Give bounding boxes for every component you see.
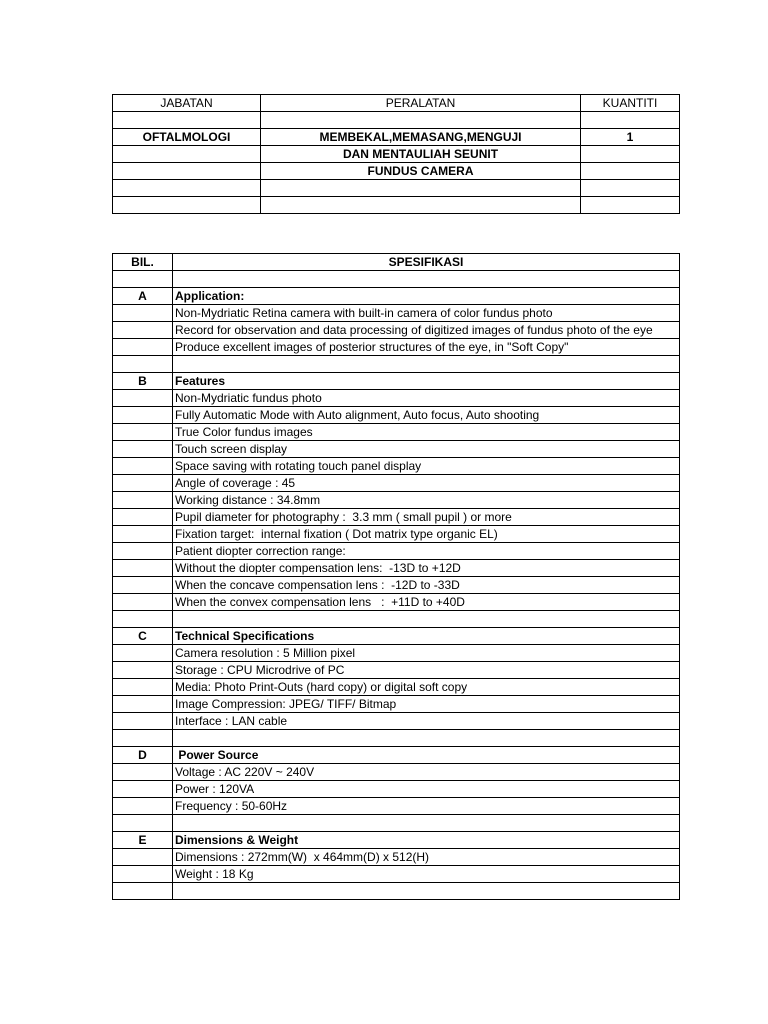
spec-cell: Touch screen display (173, 441, 680, 458)
spec-cell: Media: Photo Print-Outs (hard copy) or digital soft copy (173, 679, 680, 696)
section-title: Dimensions & Weight (173, 832, 680, 849)
bil-cell (113, 883, 173, 900)
spec-cell: Angle of coverage : 45 (173, 475, 680, 492)
table-row (113, 866, 680, 883)
section-title: Application: (173, 288, 680, 305)
spec-cell: Fully Automatic Mode with Auto alignment, Auto focus, Auto shooting (173, 407, 680, 424)
table-row (113, 180, 680, 197)
bil-cell (113, 866, 173, 883)
table-header-row (113, 254, 680, 271)
table-row (113, 407, 680, 424)
table-row (113, 197, 680, 214)
peralatan-line: FUNDUS CAMERA (261, 163, 581, 180)
table-row (113, 322, 680, 339)
table-row (113, 713, 680, 730)
table-row (113, 526, 680, 543)
table-row (113, 611, 680, 628)
spec-cell: Record for observation and data processing of digitized images of fundus photo of the eye (173, 322, 680, 339)
spec-cell: Produce excellent images of posterior structures of the eye, in "Soft Copy" (173, 339, 680, 356)
spec-cell: Interface : LAN cable (173, 713, 680, 730)
bil-cell (113, 543, 173, 560)
table-row (113, 560, 680, 577)
section-row (113, 288, 680, 305)
spec-cell: Non-Mydriatic fundus photo (173, 390, 680, 407)
spec-cell: Camera resolution : 5 Million pixel (173, 645, 680, 662)
bil-cell (113, 322, 173, 339)
bil-cell (113, 662, 173, 679)
bil-cell (113, 594, 173, 611)
table-row (113, 163, 680, 180)
bil-cell: D (113, 747, 173, 764)
bil-cell: C (113, 628, 173, 645)
header-spesifikasi: SPESIFIKASI (173, 254, 680, 271)
section-title: Technical Specifications (173, 628, 680, 645)
table-row (113, 390, 680, 407)
table-row (113, 356, 680, 373)
spec-cell: Frequency : 50-60Hz (173, 798, 680, 815)
bil-cell (113, 679, 173, 696)
bil-cell (113, 458, 173, 475)
table-row (113, 764, 680, 781)
spec-cell: Without the diopter compensation lens: -13D to +12D (173, 560, 680, 577)
kuantiti-value: 1 (581, 129, 680, 146)
header-peralatan: PERALATAN (261, 95, 581, 112)
spec-cell: When the convex compensation lens : +11D to +40D (173, 594, 680, 611)
table-row (113, 146, 680, 163)
table-row (113, 424, 680, 441)
spec-cell: Storage : CPU Microdrive of PC (173, 662, 680, 679)
equipment-summary-table (112, 94, 680, 214)
spec-cell: When the concave compensation lens : -12D to -33D (173, 577, 680, 594)
table-row (113, 305, 680, 322)
spec-cell: Working distance : 34.8mm (173, 492, 680, 509)
bil-cell (113, 645, 173, 662)
spec-cell: Non-Mydriatic Retina camera with built-in camera of color fundus photo (173, 305, 680, 322)
peralatan-line: DAN MENTAULIAH SEUNIT (261, 146, 581, 163)
table-row (113, 577, 680, 594)
bil-cell (113, 611, 173, 628)
bil-cell (113, 407, 173, 424)
bil-cell (113, 730, 173, 747)
table-row (113, 543, 680, 560)
header-bil: BIL. (113, 254, 173, 271)
table-row (113, 815, 680, 832)
table-row (113, 662, 680, 679)
bil-cell (113, 815, 173, 832)
spec-cell (173, 271, 680, 288)
bil-cell (113, 441, 173, 458)
spec-cell (173, 356, 680, 373)
table-row (113, 509, 680, 526)
bil-cell (113, 713, 173, 730)
table-row (113, 781, 680, 798)
section-title: Power Source (173, 747, 680, 764)
table-row (113, 458, 680, 475)
spec-cell: Image Compression: JPEG/ TIFF/ Bitmap (173, 696, 680, 713)
spec-cell: Voltage : AC 220V ~ 240V (173, 764, 680, 781)
bil-cell (113, 577, 173, 594)
spec-cell: Power : 120VA (173, 781, 680, 798)
table-row (113, 798, 680, 815)
bil-cell (113, 492, 173, 509)
table-row (113, 492, 680, 509)
bil-cell (113, 509, 173, 526)
bil-cell: B (113, 373, 173, 390)
spec-cell: True Color fundus images (173, 424, 680, 441)
table-row (113, 696, 680, 713)
section-row (113, 747, 680, 764)
spec-cell: Weight : 18 Kg (173, 866, 680, 883)
bil-cell (113, 424, 173, 441)
table-row (113, 594, 680, 611)
bil-cell (113, 475, 173, 492)
spec-cell: Pupil diameter for photography : 3.3 mm ( small pupil ) or more (173, 509, 680, 526)
bil-cell (113, 764, 173, 781)
table-row (113, 339, 680, 356)
table-row (113, 849, 680, 866)
bil-cell: E (113, 832, 173, 849)
peralatan-line: MEMBEKAL,MEMASANG,MENGUJI (261, 129, 581, 146)
table-row (113, 271, 680, 288)
bil-cell (113, 696, 173, 713)
bil-cell (113, 560, 173, 577)
bil-cell (113, 798, 173, 815)
table-header-row (113, 95, 680, 112)
spec-cell: Dimensions : 272mm(W) x 464mm(D) x 512(H) (173, 849, 680, 866)
bil-cell (113, 305, 173, 322)
section-row (113, 373, 680, 390)
table-row (113, 645, 680, 662)
spec-cell (173, 815, 680, 832)
spec-cell (173, 611, 680, 628)
bil-cell (113, 526, 173, 543)
bil-cell (113, 781, 173, 798)
specification-rows (113, 271, 680, 900)
bil-cell (113, 356, 173, 373)
table-row (113, 475, 680, 492)
header-jabatan: JABATAN (113, 95, 261, 112)
table-row (113, 441, 680, 458)
jabatan-value: OFTALMOLOGI (113, 129, 261, 146)
specification-table (112, 253, 680, 900)
table-row (113, 679, 680, 696)
spec-cell: Space saving with rotating touch panel display (173, 458, 680, 475)
bil-cell (113, 339, 173, 356)
bil-cell (113, 271, 173, 288)
spec-cell: Fixation target: internal fixation ( Dot matrix type organic EL) (173, 526, 680, 543)
header-kuantiti: KUANTITI (581, 95, 680, 112)
table-row (113, 730, 680, 747)
section-row (113, 832, 680, 849)
bil-cell: A (113, 288, 173, 305)
spec-cell: Patient diopter correction range: (173, 543, 680, 560)
section-row (113, 628, 680, 645)
section-title: Features (173, 373, 680, 390)
table-row (113, 112, 680, 129)
spec-cell (173, 883, 680, 900)
table-row (113, 883, 680, 900)
table-row (113, 129, 680, 146)
spec-cell (173, 730, 680, 747)
bil-cell (113, 390, 173, 407)
bil-cell (113, 849, 173, 866)
